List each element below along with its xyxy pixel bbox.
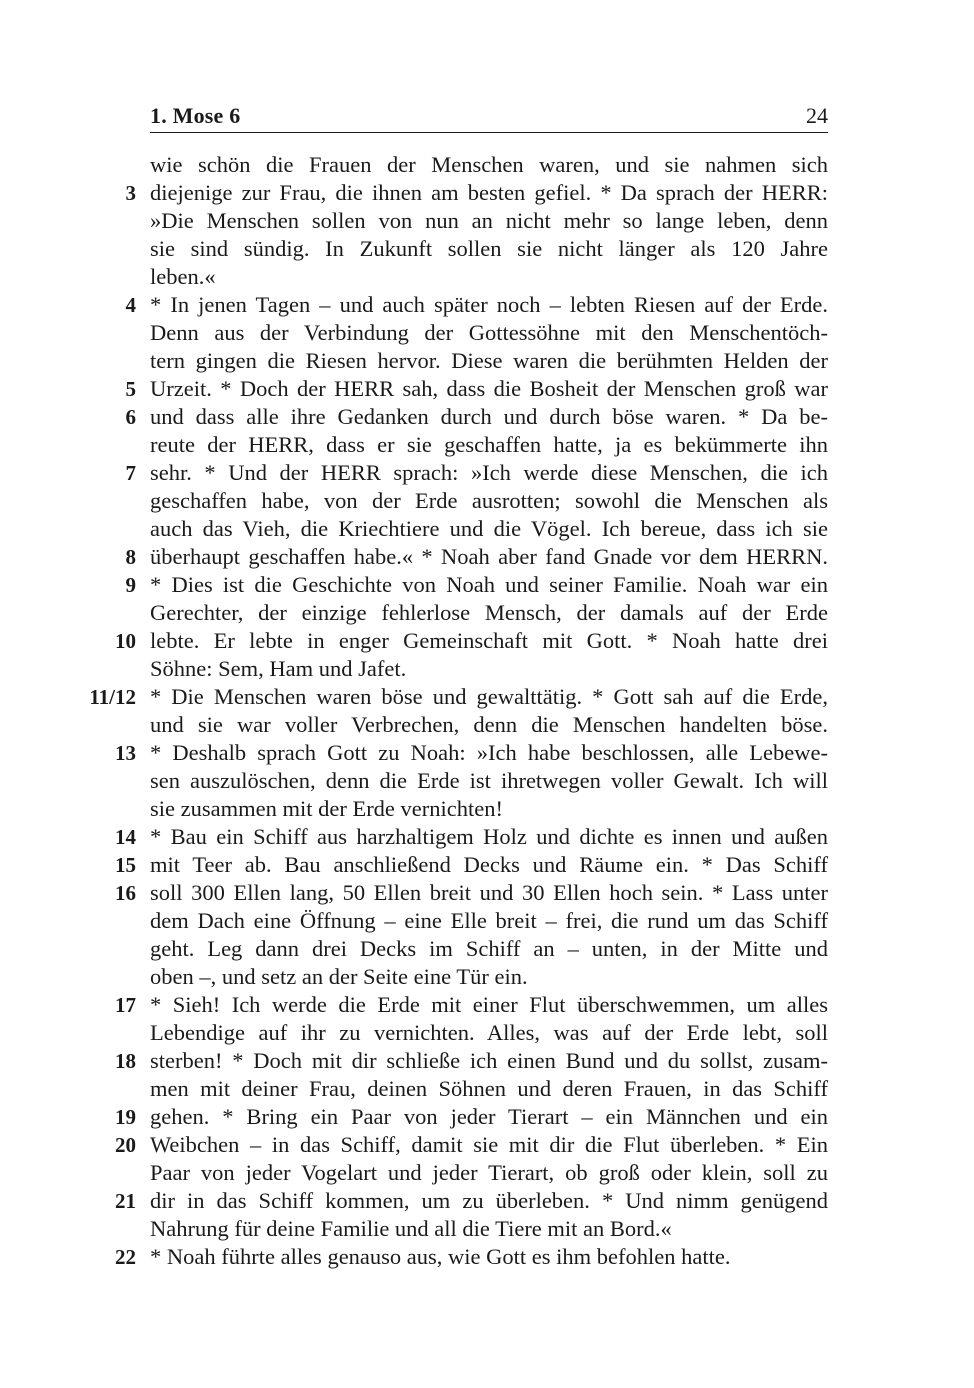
text-line	[0, 1243, 974, 1271]
line-text: dem Dach eine Öffnung – eine Elle breit – frei, die rund um das Schiff	[150, 908, 828, 933]
text-line	[0, 599, 974, 627]
text-line	[0, 403, 974, 431]
line-text: und sie war voller Verbrechen, denn die Menschen handelten böse.	[150, 712, 828, 737]
text-line	[0, 1159, 974, 1187]
text-line	[0, 459, 974, 487]
verse-number: 22	[115, 1245, 136, 1269]
text-line	[0, 263, 974, 291]
text-line	[0, 795, 974, 823]
verse-number: 18	[115, 1049, 136, 1073]
line-text: sie zusammen mit der Erde vernichten!	[150, 796, 503, 821]
verse-number: 5	[125, 377, 136, 401]
text-line	[0, 851, 974, 879]
text-line	[0, 235, 974, 263]
chapter-text	[0, 151, 974, 1271]
text-line	[0, 1047, 974, 1075]
line-text: gehen. * Bring ein Paar von jeder Tierart – ein Männchen und ein	[150, 1104, 828, 1129]
text-line	[0, 683, 974, 711]
text-line	[0, 487, 974, 515]
verse-number: 11/12	[89, 685, 136, 709]
text-line	[0, 1075, 974, 1103]
text-line	[0, 1215, 974, 1243]
verse-number: 20	[115, 1133, 136, 1157]
verse-number: 15	[115, 853, 136, 877]
line-text: * In jenen Tagen – und auch später noch – lebten Riesen auf der Erde.	[150, 292, 828, 317]
line-text: dir in das Schiff kommen, um zu überleben. * Und nimm genügend	[150, 1188, 828, 1213]
line-text: sterben! * Doch mit dir schließe ich einen Bund und du sollst, zusam-	[150, 1048, 828, 1073]
book-chapter-reference: 1. Mose 6	[150, 103, 241, 128]
text-line	[0, 879, 974, 907]
verse-number: 3	[125, 181, 136, 205]
text-line	[0, 935, 974, 963]
line-text: lebte. Er lebte in enger Gemeinschaft mit Gott. * Noah hatte drei	[150, 628, 828, 653]
line-text: sehr. * Und der HERR sprach: »Ich werde diese Menschen, die ich	[150, 460, 828, 485]
line-text: * Sieh! Ich werde die Erde mit einer Flut überschwemmen, um alles	[150, 992, 828, 1017]
verse-number: 10	[115, 629, 136, 653]
line-text: Gerechter, der einzige fehlerlose Mensch, der damals auf der Erde	[150, 600, 828, 625]
line-text: Urzeit. * Doch der HERR sah, dass die Bosheit der Menschen groß war	[150, 376, 828, 401]
line-text: * Die Menschen waren böse und gewalttätig. * Gott sah auf die Erde,	[150, 684, 828, 709]
line-text: auch das Vieh, die Kriechtiere und die Vögel. Ich bereue, dass ich sie	[150, 516, 828, 541]
line-text: reute der HERR, dass er sie geschaffen hatte, ja es bekümmerte ihn	[150, 432, 828, 457]
text-line	[0, 823, 974, 851]
text-line	[0, 543, 974, 571]
verse-number: 9	[125, 573, 136, 597]
text-line	[0, 347, 974, 375]
text-line	[0, 179, 974, 207]
text-line	[0, 991, 974, 1019]
verse-number: 7	[125, 461, 136, 485]
line-text: oben –, und setz an der Seite eine Tür ein.	[150, 964, 528, 989]
text-line	[0, 627, 974, 655]
line-text: wie schön die Frauen der Menschen waren, und sie nahmen sich	[150, 152, 828, 177]
line-text: Paar von jeder Vogelart und jeder Tierart, ob groß oder klein, soll zu	[150, 1160, 828, 1185]
line-text: * Dies ist die Geschichte von Noah und seiner Familie. Noah war ein	[150, 572, 828, 597]
line-text: überhaupt geschaffen habe.« * Noah aber fand Gnade vor dem HERRN.	[150, 544, 828, 569]
line-text: Lebendige auf ihr zu vernichten. Alles, was auf der Erde lebt, soll	[150, 1020, 828, 1045]
text-line	[0, 1103, 974, 1131]
line-text: sie sind sündig. In Zukunft sollen sie nicht länger als 120 Jahre	[150, 236, 828, 261]
line-text: mit Teer ab. Bau anschließend Decks und Räume ein. * Das Schiff	[150, 852, 828, 877]
line-text: sen auszulöschen, denn die Erde ist ihretwegen voller Gewalt. Ich will	[150, 768, 828, 793]
verse-number: 17	[115, 993, 136, 1017]
text-line	[0, 655, 974, 683]
text-line	[0, 319, 974, 347]
text-line	[0, 1019, 974, 1047]
text-line	[0, 767, 974, 795]
line-text: Denn aus der Verbindung der Gottessöhne mit den Menschentöch-	[150, 320, 828, 345]
line-text: * Deshalb sprach Gott zu Noah: »Ich habe beschlossen, alle Lebewe-	[150, 740, 828, 765]
line-text: leben.«	[150, 264, 216, 289]
text-line	[0, 963, 974, 991]
text-line	[0, 1131, 974, 1159]
verse-number: 13	[115, 741, 136, 765]
text-line	[0, 711, 974, 739]
text-line	[0, 431, 974, 459]
verse-number: 4	[125, 293, 136, 317]
line-text: soll 300 Ellen lang, 50 Ellen breit und 30 Ellen hoch sein. * Lass unter	[150, 880, 828, 905]
running-header	[150, 102, 828, 133]
line-text: Nahrung für deine Familie und all die Tiere mit an Bord.«	[150, 1216, 672, 1241]
line-text: »Die Menschen sollen von nun an nicht mehr so lange leben, denn	[150, 208, 828, 233]
text-line	[0, 207, 974, 235]
text-line	[0, 1187, 974, 1215]
line-text: * Bau ein Schiff aus harzhaltigem Holz und dichte es innen und außen	[150, 824, 828, 849]
verse-number: 8	[125, 545, 136, 569]
text-line	[0, 571, 974, 599]
text-line	[0, 515, 974, 543]
page-number: 24	[806, 103, 828, 128]
line-text: men mit deiner Frau, deinen Söhnen und deren Frauen, in das Schiff	[150, 1076, 828, 1101]
verse-number: 14	[115, 825, 136, 849]
verse-number: 21	[115, 1189, 136, 1213]
line-text: und dass alle ihre Gedanken durch und durch böse waren. * Da be-	[150, 404, 828, 429]
text-line	[0, 739, 974, 767]
text-line	[0, 375, 974, 403]
line-text: tern gingen die Riesen hervor. Diese waren die berühmten Helden der	[150, 348, 828, 373]
line-text: diejenige zur Frau, die ihnen am besten gefiel. * Da sprach der HERR:	[150, 180, 828, 205]
verse-number: 6	[125, 405, 136, 429]
text-line	[0, 907, 974, 935]
text-line	[0, 291, 974, 319]
line-text: geschaffen habe, von der Erde ausrotten; sowohl die Menschen als	[150, 488, 828, 513]
line-text: Weibchen – in das Schiff, damit sie mit dir die Flut überleben. * Ein	[150, 1132, 828, 1157]
line-text: Söhne: Sem, Ham und Jafet.	[150, 656, 407, 681]
verse-number: 19	[115, 1105, 136, 1129]
text-line	[0, 151, 974, 179]
line-text: * Noah führte alles genauso aus, wie Gott es ihm befohlen hatte.	[150, 1244, 731, 1269]
line-text: geht. Leg dann drei Decks im Schiff an – unten, in der Mitte und	[150, 936, 828, 961]
verse-number: 16	[115, 881, 136, 905]
